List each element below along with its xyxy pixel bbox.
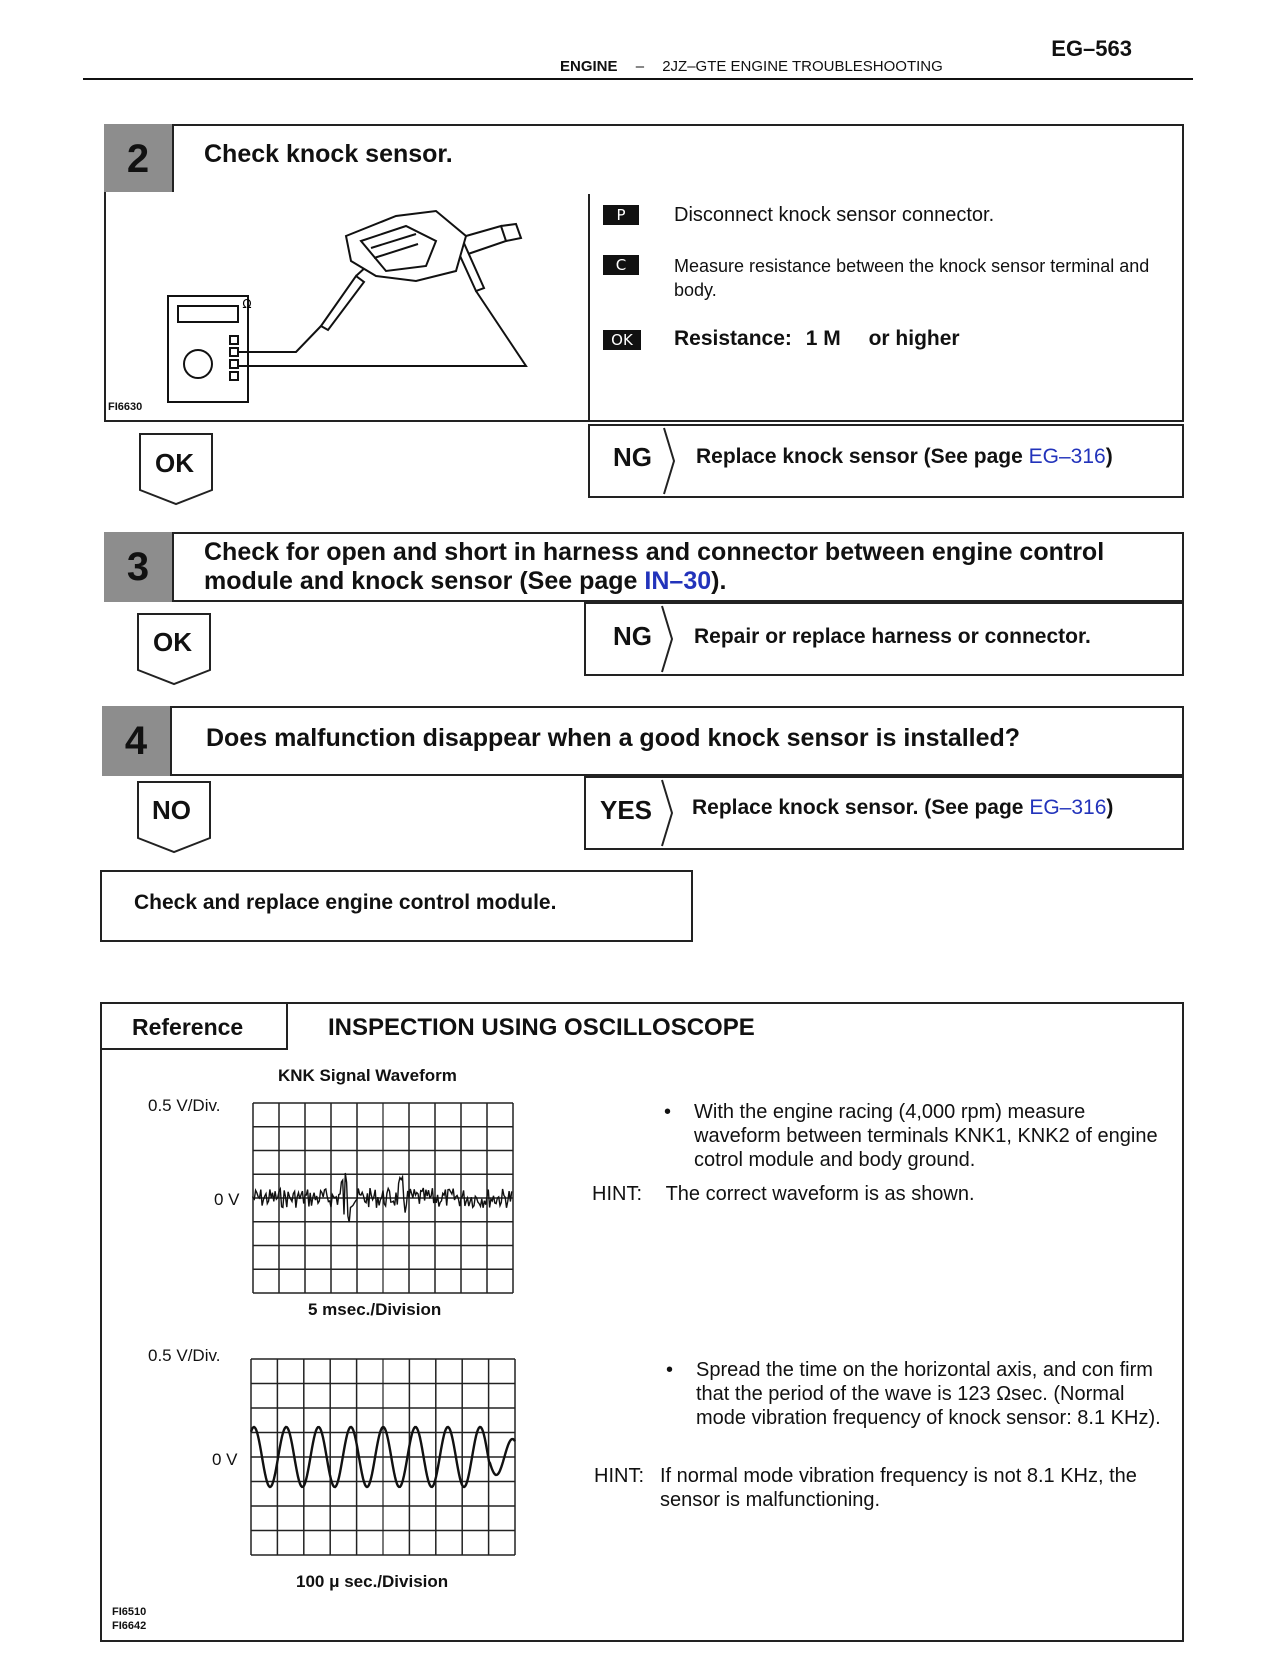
scope-grid bbox=[251, 1359, 515, 1555]
step3-title-line2: module and knock sensor (See page bbox=[204, 567, 638, 595]
badge-c: C bbox=[603, 255, 639, 275]
step3-title-close: ). bbox=[711, 567, 727, 595]
step2-ng-link[interactable]: EG–316 bbox=[1028, 445, 1106, 468]
header-rule bbox=[83, 78, 1193, 80]
reference-title: INSPECTION USING OSCILLOSCOPE bbox=[328, 1014, 755, 1041]
waveform-2-graph bbox=[250, 1358, 516, 1556]
step3-ng-label: NG bbox=[613, 621, 652, 651]
step2-ok-criterion bbox=[674, 327, 960, 351]
badge-p: P bbox=[603, 205, 639, 225]
resistance-value: 1 M bbox=[805, 327, 841, 350]
step2-ng-close: ) bbox=[1105, 445, 1113, 468]
resistance-suffix: or higher bbox=[868, 327, 960, 350]
ohmmeter-display bbox=[178, 306, 238, 322]
step3-number: 3 bbox=[104, 532, 174, 602]
wave1-time-div: 5 msec./Division bbox=[308, 1300, 442, 1319]
hint-2 bbox=[594, 1464, 1184, 1512]
step3-title bbox=[204, 538, 1174, 596]
step2-ng-chevron bbox=[662, 426, 676, 496]
step3-ng-text: Repair or replace harness or connector. bbox=[694, 625, 1091, 648]
hint-1-text: The correct waveform is as shown. bbox=[665, 1183, 975, 1205]
header-dash: – bbox=[635, 58, 645, 75]
bullet-1-dot: • bbox=[664, 1101, 672, 1123]
step2-number: 2 bbox=[104, 124, 174, 194]
step2-ng-text bbox=[696, 445, 1113, 469]
step3-title-line1: Check for open and short in harness and connector between engine control bbox=[204, 538, 1105, 566]
step2-ng-label: NG bbox=[613, 442, 652, 472]
step4-no-label: NO bbox=[152, 795, 191, 825]
step3-ok-label: OK bbox=[153, 627, 192, 657]
step3-title-link[interactable]: IN–30 bbox=[644, 567, 712, 595]
wave1-caption: KNK Signal Waveform bbox=[278, 1066, 457, 1085]
fig-code-ref2: FI6642 bbox=[112, 1620, 147, 1632]
resistance-label: Resistance: bbox=[674, 327, 792, 350]
wave2-zero-label: 0 V bbox=[212, 1450, 238, 1469]
step4-yes-text bbox=[692, 796, 1113, 820]
bullet-2-text: Spread the time on the horizontal axis, and con firm that the period of the wave is 123 Ωsec. (Normal mode vibration frequency of knock sensor: 8.1 KHz). bbox=[696, 1359, 1161, 1429]
step4-yes-link[interactable]: EG–316 bbox=[1029, 796, 1107, 819]
hint-2-label: HINT: bbox=[594, 1465, 644, 1487]
hint-2-text: If normal mode vibration frequency is not 8.1 KHz, the sensor is malfunctioning. bbox=[660, 1465, 1137, 1511]
bullet-1 bbox=[664, 1100, 1164, 1172]
badge-ok: OK bbox=[603, 330, 641, 350]
wave2-time-div: 100 μ sec./Division bbox=[296, 1572, 449, 1591]
step4-yes-label: YES bbox=[600, 795, 653, 825]
step4-yes-action: Replace knock sensor. (See page bbox=[692, 796, 1024, 819]
step4-yes-close: ) bbox=[1106, 796, 1114, 819]
wave1-volt-div: 0.5 V/Div. bbox=[148, 1096, 221, 1115]
page-subtitle bbox=[560, 58, 943, 75]
wave1-zero-label: 0 V bbox=[214, 1190, 240, 1209]
step2-divider bbox=[588, 194, 590, 422]
ohmmeter-dial bbox=[184, 350, 212, 378]
reference-label: Reference bbox=[132, 1014, 244, 1040]
section-subtitle: 2JZ–GTE ENGINE TROUBLESHOOTING bbox=[662, 58, 943, 75]
hint-1-label: HINT: bbox=[592, 1183, 642, 1205]
hint-1 bbox=[592, 1182, 1172, 1206]
step4-yes-chevron bbox=[660, 778, 674, 848]
knock-sensor-illustration bbox=[106, 196, 586, 420]
step2-ng-action: Replace knock sensor (See page bbox=[696, 445, 1023, 468]
step4-title: Does malfunction disappear when a good knock sensor is installed? bbox=[206, 724, 1021, 752]
bullet-1-text: With the engine racing (4,000 rpm) measure waveform between terminals KNK1, KNK2 of engine cotrol module and body ground. bbox=[694, 1101, 1158, 1171]
step2-p-text: Disconnect knock sensor connector. bbox=[674, 204, 995, 226]
step2-c-text: Measure resistance between the knock sensor terminal and body. bbox=[674, 256, 1150, 300]
bullet-2-dot: • bbox=[666, 1359, 674, 1381]
waveform-1-graph bbox=[252, 1102, 514, 1294]
fig-code-ref1: FI6510 bbox=[112, 1606, 147, 1618]
step3-ng-chevron bbox=[660, 604, 674, 674]
section-name: ENGINE bbox=[560, 58, 618, 75]
step4-number: 4 bbox=[102, 706, 172, 776]
wave2-volt-div: 0.5 V/Div. bbox=[148, 1346, 221, 1365]
page-number: EG–563 bbox=[1051, 36, 1132, 61]
step2-ok-label: OK bbox=[155, 448, 194, 478]
bullet-2 bbox=[666, 1358, 1178, 1430]
fig-code-step2: FI6630 bbox=[108, 401, 143, 413]
final-action-text: Check and replace engine control module. bbox=[134, 891, 557, 914]
ohm-symbol: Ω bbox=[242, 297, 252, 311]
step2-title: Check knock sensor. bbox=[204, 140, 453, 168]
